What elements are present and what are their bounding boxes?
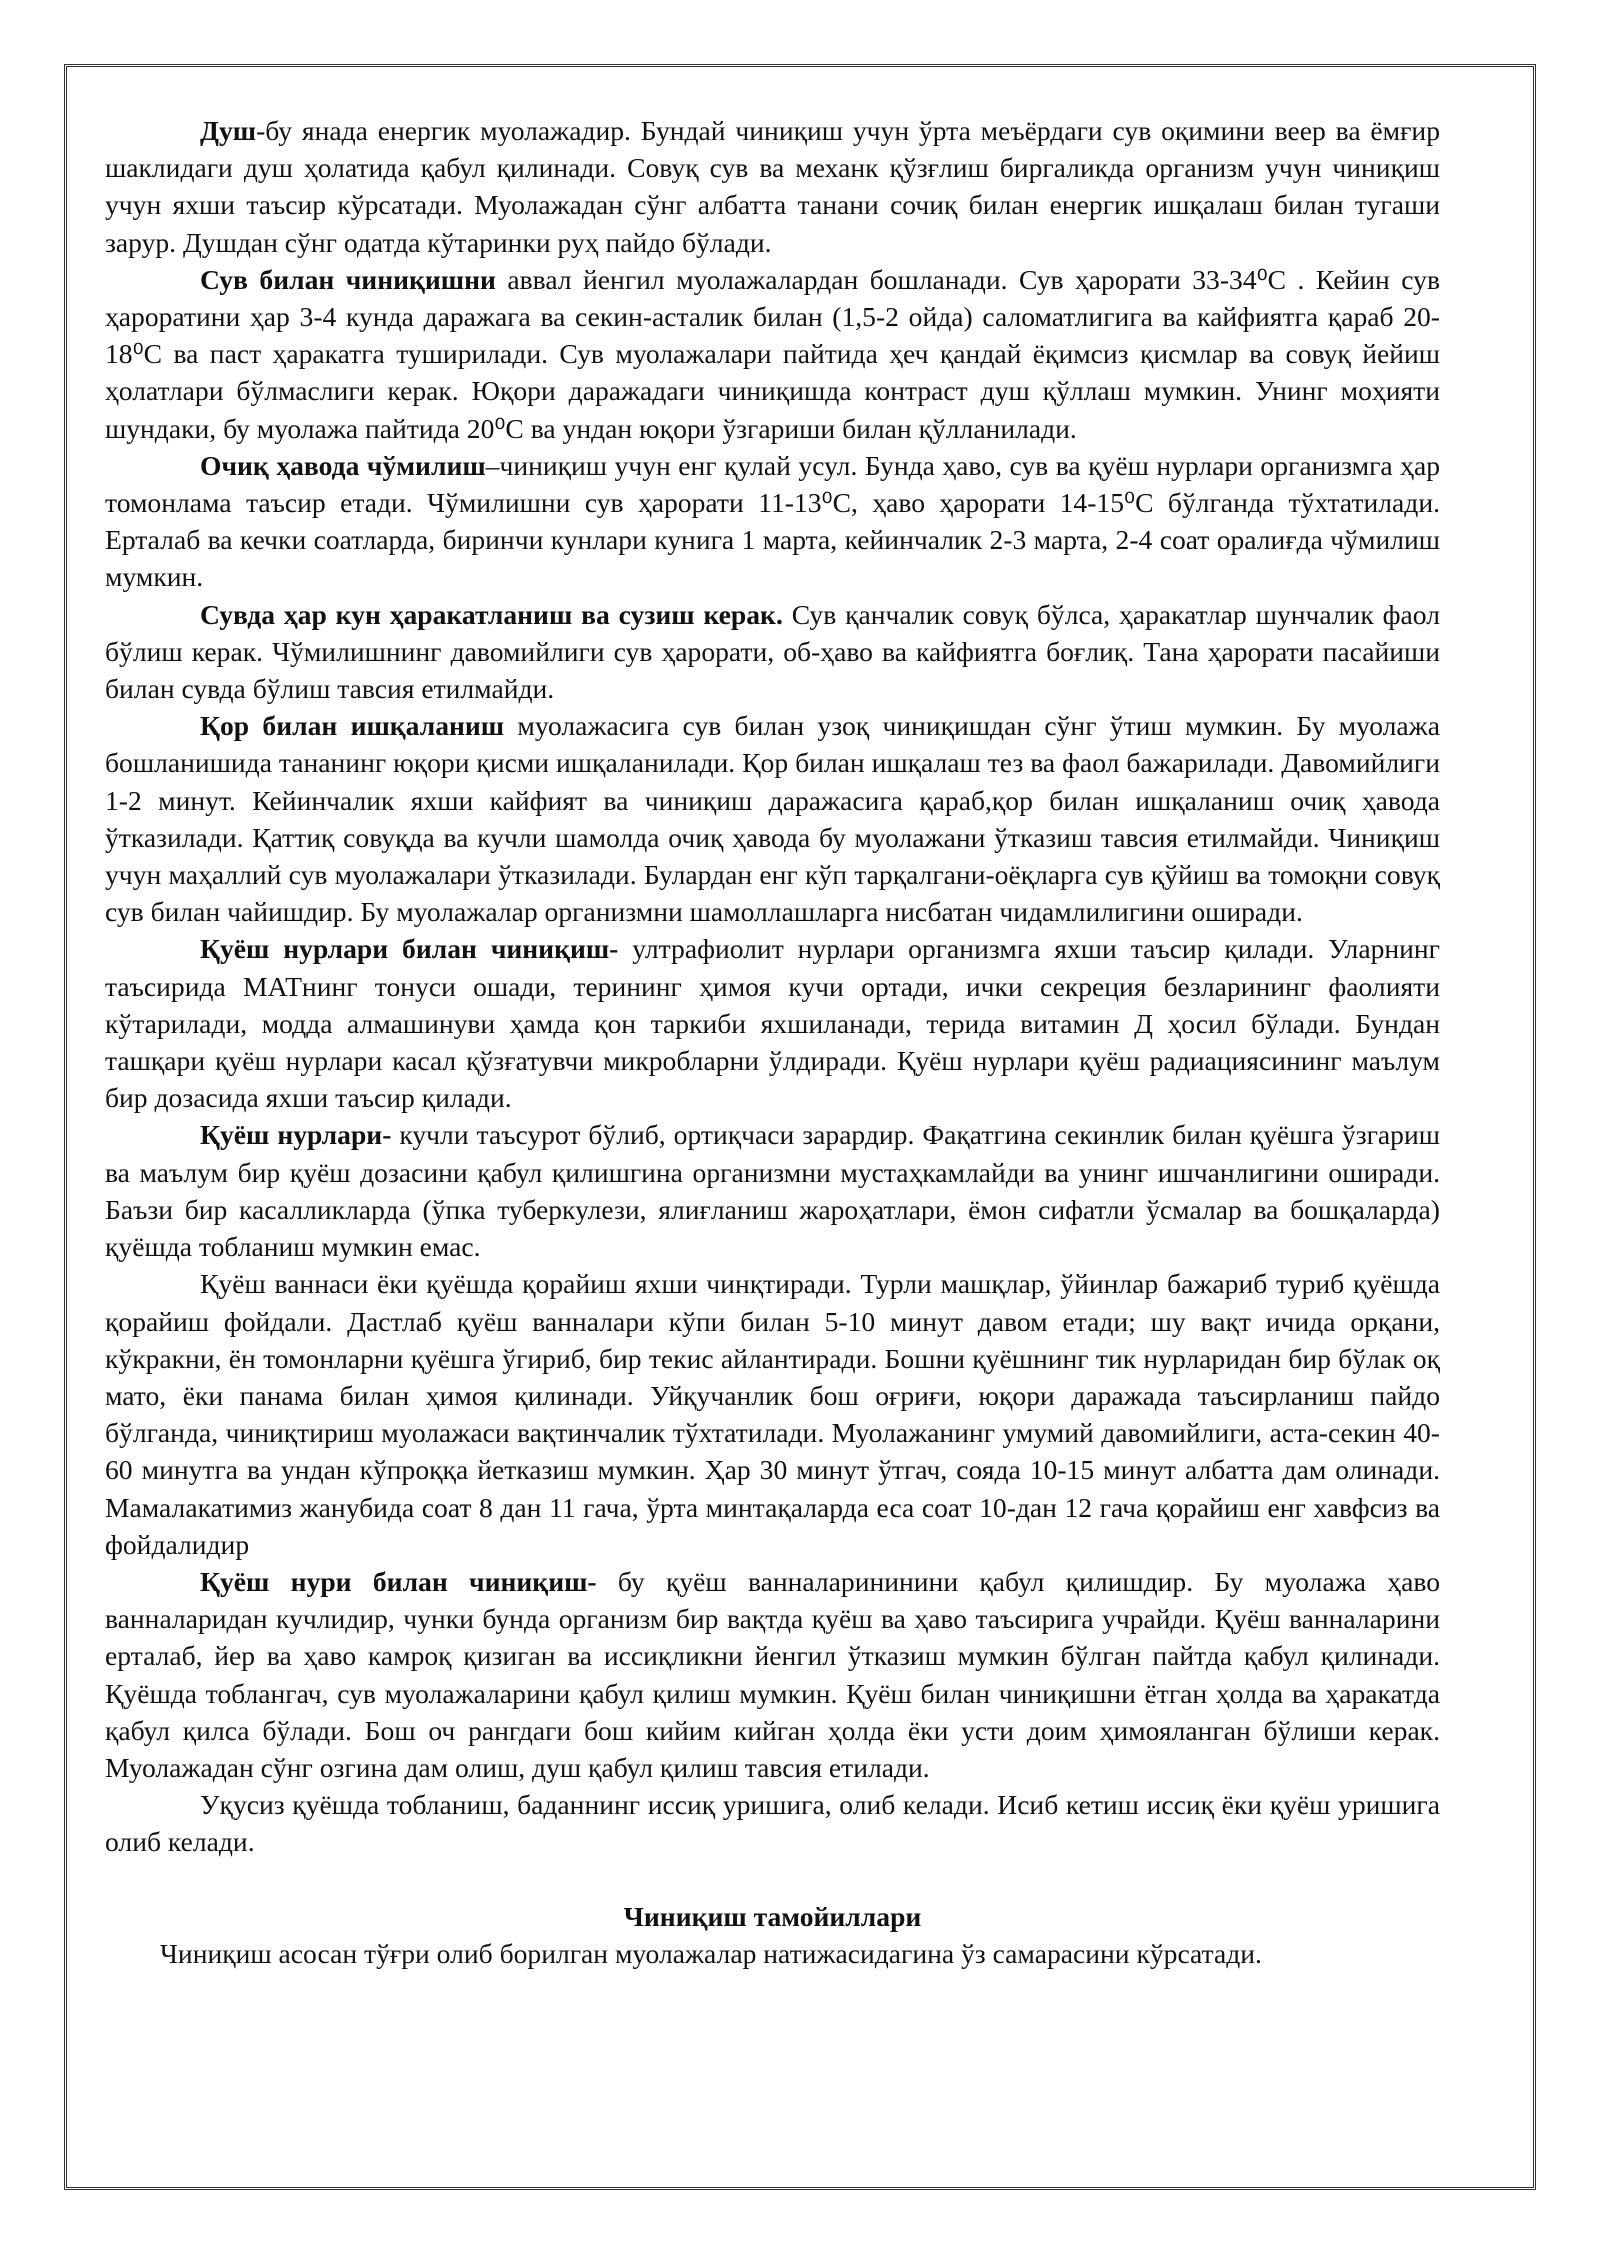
paragraph-text: бу қуёш ванналарининини қабул қилишдир. Бу муолажа ҳаво ванналаридан кучлидир, чунки бунда организм бир вақтда қуёш ва ҳаво таъсирига учрайди. Қуёш ванналарини ерталаб, йер ва ҳаво камроқ қизиган ва иссиқликни йенгил ўтказиш мумкин бўлган пайтда қабул қилинади. Қуёшда тоблангач, сув муолажаларини қабул қилиш мумкин. Қуёш билан чиниқишни ётган ҳолда ва ҳаракатда қабул қилса бўлади. Бош оч рангдаги бош кийим кийган ҳолда ёки усти доим ҳимояланган бўлиши керак. Муолажадан сўнг озгина дам олиш, душ қабул қилиш тавсия етилади. [105,1565,1440,1783]
paragraph-text: –чиниқиш учун енг қулай усул. Бунда ҳаво, сув ва қуёш нурлари организмга ҳар томонлама таъсир етади. Чўмилишни сув ҳарорати 11-13⁰С, ҳаво ҳарорати 14-15⁰С бўлганда тўхтатилади. Ерталаб ва кечки соатларда, биринчи кунлари кунига 1 марта, кейинчалик 2-3 марта, 2-4 соат оралиғда чўмилиш мумкин. [105,449,1440,593]
paragraph-snow-rubbing [105,707,1440,930]
paragraph-text: Уқусиз қуёшда тобланиш, баданнинг иссиқ уришига, олиб келади. Исиб кетиш иссиқ ёки қуёш уришига олиб келади. [105,1789,1440,1858]
paragraph-lead: Қор билан ишқаланиш [200,710,505,742]
paragraph-text: -бу янада енергик муолажадир. Бундай чиниқиш учун ўрта меъёрдаги сув оқимини веер ва ёмғир шаклидаги душ ҳолатида қабул қилинади. Совуқ сув ва механк қўзғлиш биргаликда организм учун чиниқиш учун яхши таъсир кўрсатади. Муолажадан сўнг албатта танани сочиқ билан енергик ишқалаш билан тугаши зарур. Душдан сўнг одатда кўтаринки руҳ пайдо бўлади. [105,115,1440,258]
paragraph-sun-light-hardening [105,1563,1440,1786]
paragraph-lead: Қуёш нурлари билан чиниқиш- [200,933,619,965]
document-body [105,112,1440,1972]
paragraph-lead: Очиқ ҳавода чўмилиш [200,449,486,481]
paragraph-text: кучли таъсурот бўлиб, ортиқчаси зарардир. Фақатгина секинлик билан қуёшга ўзгариш ва маълум бир қуёш дозасини қабул қилишгина организмни мустаҳкамлайди ва унинг ишчанлигини оширади. Баъзи бир касалликларда (ўпка туберкулези, ялиғланиш жароҳатлари, ёмон сифатли ўсмалар ва бошқаларда) қуёшда тобланиш мумкин емас. [105,1119,1440,1263]
paragraph-lead: Сув билан чиниқишни [200,263,496,295]
paragraph-open-air-bathing [105,447,1440,596]
paragraph-principles: Чиниқиш асосан тўғри олиб борилган муолажалар натижасидагина ўз самарасини кўрсатади. [160,1937,1262,1969]
paragraph-lead: Қуёш нурлари- [200,1119,392,1151]
paragraph-dush [105,112,1440,261]
paragraph-lead: Душ [200,115,257,146]
paragraph-text: аввал йенгил муолажалардан бошланади. Сув ҳарорати 33-34⁰С . Кейин сув ҳароратини ҳар 3-4 кунда даражага ва секин-асталик билан (1,5-2 ойда) саломатлигига ва кайфиятга қараб 20-18⁰С ва паст ҳаракатга туширилади. Сув муолажалари пайтида ҳеч қандай ёқимсиз қисмлар ва совуқ йейиш ҳолатлари бўлмаслиги керак. Юқори даражадаги чиниқишда контраст душ қўллаш мумкин. Унинг моҳияти шундаки, бу муолажа пайтида 20⁰С ва ундан юқори ўзгариши билан қўлланилади. [105,263,1440,444]
paragraph-text: ултрафиолит нурлари организмга яхши таъсир қилади. Уларнинг таъсирида МАТнинг тонуси ошади, терининг ҳимоя кучи ортади, ички секреция безларининг фаолияти кўтарилади, модда алмашинуви ҳамда қон таркиби яхшиланади, терида витамин Д ҳосил бўлади. Бундан ташқари қуёш нурлари касал қўзғатувчи микробларни ўлдиради. Қуёш нурлари қуёш радиациясининг маълум бир дозасида яхши таъсир қилади. [105,933,1440,1114]
paragraph-text: Қуёш ваннаси ёки қуёшда қорайиш яхши чинқтиради. Турли машқлар, ўйинлар бажариб туриб қуёшда қорайиш фойдали. Дастлаб қуёш ванналари кўпи билан 5-10 минут давом етади; шу вақт ичида орқани, кўкракни, ён томонларни қуёшга ўгириб, бир текис айлантиради. Бошни қуёшнинг тик нурларидан бир бўлак оқ мато, ёки панама билан ҳимоя қилинади. Уйқучанлик бош оғриғи, юқори даражада таъсирланиш пайдо бўлганда, чиниқтириш муолажаси вақтинчалик тўхтатилади. Муолажанинг умумий давомийлиги, аста-секин 40-60 минутга ва ундан кўпроққа йетказиш мумкин. Ҳар 30 минут ўтгач, сояда 10-15 минут албатта дам олинади. Мамалакатимиз жанубида соат 8 дан 11 гача, ўрта минтақаларда еса соат 10-дан 12 гача қорайиш енг хавфсиз ва фойдалидир [105,1268,1440,1560]
section-heading: Чиниқиш тамойиллари [623,1900,922,1932]
paragraph-sunstroke [105,1786,1440,1860]
paragraph-sun-rays [105,1116,1440,1265]
paragraph-water-hardening [105,261,1440,447]
paragraph-text: муолажасига сув билан узоқ чиниқишдан сўнг ўтиш мумкин. Бу муолажа бошланишида тананинг юқори қисми ишқаланилади. Қор билан ишқалаш тез ва фаол бажарилади. Давомийлиги 1-2 минут. Кейинчалик яхши кайфият ва чиниқиш даражасига қараб,қор билан ишқаланиш очиқ ҳавода ўтказилади. Қаттиқ совуқда ва кучли шамолда очиқ ҳавода бу муолажани ўтказиш тавсия етилмайди. Чиниқиш учун маҳаллий сув муолажалари ўтказилади. Булардан енг кўп тарқалгани-оёқларга сув қўйиш ва томоқни совуқ сув билан чайишдир. Бу муолажалар организмни шамоллашларга нисбатан чидамлилигини оширади. [105,710,1440,928]
paragraph-sun-rays-hardening [105,930,1440,1116]
paragraph-swimming [105,596,1440,708]
paragraph-text: Сув қанчалик совуқ бўлса, ҳаракатлар шунчалик фаол бўлиш керак. Чўмилишнинг давомийлиги сув ҳарорати, об-ҳаво ва кайфиятга боғлиқ. Тана ҳарорати пасайиши билан сувда бўлиш тавсия етилмайди. [105,598,1440,705]
paragraph-sun-bath [105,1265,1440,1563]
paragraph-lead: Қуёш нури билан чиниқиш- [200,1565,597,1597]
paragraph-lead: Сувда ҳар кун ҳаракатланиш ва сузиш керак. [200,598,783,630]
